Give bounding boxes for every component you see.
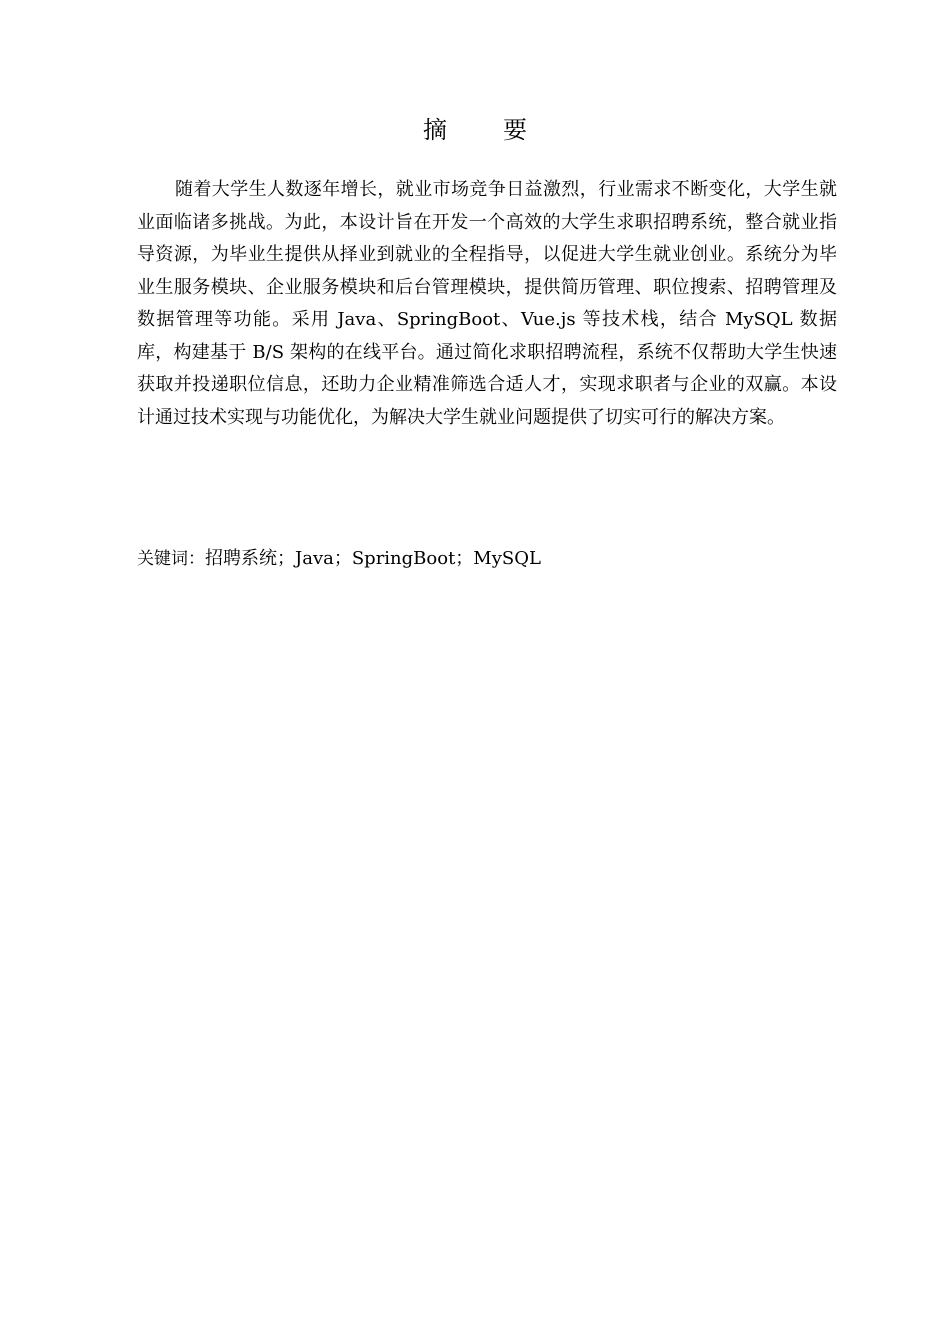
abstract-title: 摘 要 (423, 116, 543, 144)
keywords-line (137, 543, 837, 575)
keywords-label: 关键词： (137, 549, 205, 569)
keywords-value: 招聘系统；Java；SpringBoot；MySQL (205, 548, 541, 569)
abstract-body: 随着大学生人数逐年增长，就业市场竞争日益激烈，行业需求不断变化，大学生就业面临诸多挑战。为此，本设计旨在开发一个高效的大学生求职招聘系统，整合就业指导资源，为毕业生提供从择业到就业的全程指导，以促进大学生就业创业。系统分为毕业生服务模块、企业服务模块和后台管理模块，提供简历管理、职位搜索、招聘管理及数据管理等功能。采用 Java、SpringBoot、Vue.js 等技术栈，结合 MySQL 数据库，构建基于 B/S 架构的在线平台。通过简化求职招聘流程，系统不仅帮助大学生快速获取并投递职位信息，还助力企业精准筛选合适人才，实现求职者与企业的双赢。本设计通过技术实现与功能优化，为解决大学生就业问题提供了切实可行的解决方案。 (137, 179, 837, 428)
